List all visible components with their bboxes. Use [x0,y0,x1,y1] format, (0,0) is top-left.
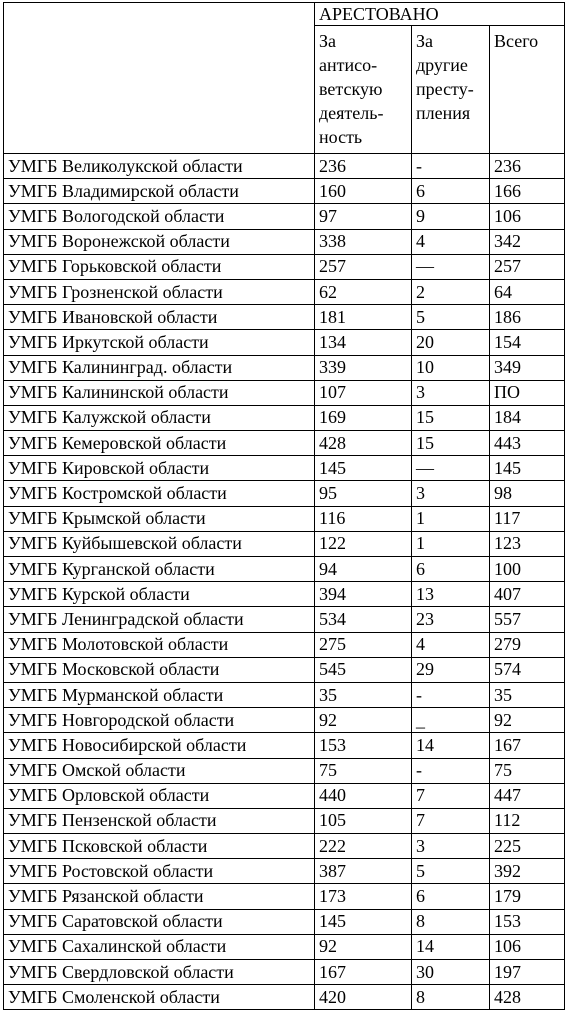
region-name-cell: УМГБ Иркутской области [4,330,315,355]
table-row [4,204,565,229]
region-name-cell: УМГБ Омской области [4,758,315,783]
region-name-cell: УМГБ Вологодской области [4,204,315,229]
anti-soviet-count-cell: 160 [315,179,412,204]
total-count-cell: 197 [490,960,565,985]
header-anti-soviet-label: За антисо- ветскую деятель- ность [319,31,384,147]
table-row [4,985,565,1010]
region-name-cell: УМГБ Горьковской области [4,254,315,279]
total-count-cell: 100 [490,557,565,582]
region-name-cell: УМГБ Грозненской области [4,279,315,304]
other-crimes-count-cell: 30 [412,960,490,985]
other-crimes-count-cell: — [412,254,490,279]
total-count-cell: 407 [490,582,565,607]
total-count-cell: 428 [490,985,565,1010]
header-group-row [4,3,565,26]
anti-soviet-count-cell: 236 [315,154,412,179]
anti-soviet-count-cell: 116 [315,506,412,531]
total-count-cell: 98 [490,481,565,506]
region-name-cell: УМГБ Костромской области [4,481,315,506]
header-total-label: Всего [494,31,539,51]
table-row [4,708,565,733]
region-name-cell: УМГБ Саратовской области [4,909,315,934]
anti-soviet-count-cell: 134 [315,330,412,355]
total-count-cell: 557 [490,607,565,632]
total-count-cell: 236 [490,154,565,179]
other-crimes-count-cell: 7 [412,783,490,808]
table-row [4,582,565,607]
total-count-cell: 75 [490,758,565,783]
region-name-cell: УМГБ Сахалинской области [4,934,315,959]
anti-soviet-count-cell: 94 [315,557,412,582]
table-row [4,254,565,279]
anti-soviet-count-cell: 92 [315,708,412,733]
other-crimes-count-cell: 4 [412,632,490,657]
table-row [4,834,565,859]
header-blank-cell [4,3,315,154]
anti-soviet-count-cell: 387 [315,859,412,884]
other-crimes-count-cell: 4 [412,229,490,254]
total-count-cell: 123 [490,531,565,556]
region-name-cell: УМГБ Кировской области [4,456,315,481]
table-row [4,657,565,682]
table-row [4,632,565,657]
table-row [4,884,565,909]
header-other-crimes [412,26,490,154]
total-count-cell: 153 [490,909,565,934]
other-crimes-count-cell: 23 [412,607,490,632]
table-row [4,506,565,531]
table-header [4,3,565,154]
anti-soviet-count-cell: 62 [315,279,412,304]
other-crimes-count-cell: 5 [412,859,490,884]
anti-soviet-count-cell: 440 [315,783,412,808]
table-row [4,909,565,934]
other-crimes-count-cell: - [412,154,490,179]
total-count-cell: 574 [490,657,565,682]
anti-soviet-count-cell: 222 [315,834,412,859]
other-crimes-count-cell: 6 [412,179,490,204]
region-name-cell: УМГБ Смоленской области [4,985,315,1010]
anti-soviet-count-cell: 122 [315,531,412,556]
table-row [4,808,565,833]
table-row [4,481,565,506]
anti-soviet-count-cell: 107 [315,380,412,405]
total-count-cell: 184 [490,405,565,430]
table-row [4,733,565,758]
other-crimes-count-cell: 14 [412,733,490,758]
total-count-cell: 342 [490,229,565,254]
region-name-cell: УМГБ Московской области [4,657,315,682]
anti-soviet-count-cell: 92 [315,934,412,959]
region-name-cell: УМГБ Новгородской области [4,708,315,733]
region-name-cell: УМГБ Ростовской области [4,859,315,884]
total-count-cell: 166 [490,179,565,204]
other-crimes-count-cell: - [412,758,490,783]
table-row [4,355,565,380]
region-name-cell: УМГБ Воронежской области [4,229,315,254]
table-row [4,607,565,632]
header-total [490,26,565,154]
header-arrested: АРЕСТОВАНО [315,3,565,26]
total-count-cell: 447 [490,783,565,808]
region-name-cell: УМГБ Новосибирской области [4,733,315,758]
anti-soviet-count-cell: 339 [315,355,412,380]
other-crimes-count-cell: 29 [412,657,490,682]
other-crimes-count-cell: 10 [412,355,490,380]
other-crimes-count-cell: 3 [412,834,490,859]
total-count-cell: 35 [490,682,565,707]
region-name-cell: УМГБ Курской области [4,582,315,607]
region-name-cell: УМГБ Рязанской области [4,884,315,909]
other-crimes-count-cell: 3 [412,481,490,506]
table-row [4,154,565,179]
other-crimes-count-cell: 14 [412,934,490,959]
total-count-cell: 392 [490,859,565,884]
other-crimes-count-cell: 7 [412,808,490,833]
table-row [4,531,565,556]
anti-soviet-count-cell: 181 [315,305,412,330]
region-name-cell: УМГБ Крымской области [4,506,315,531]
table-row [4,859,565,884]
region-name-cell: УМГБ Калужской области [4,405,315,430]
anti-soviet-count-cell: 257 [315,254,412,279]
total-count-cell: 179 [490,884,565,909]
region-name-cell: УМГБ Калининград. области [4,355,315,380]
region-name-cell: УМГБ Свердловской области [4,960,315,985]
total-count-cell: 64 [490,279,565,304]
region-name-cell: УМГБ Молотовской области [4,632,315,657]
table-body [4,154,565,1010]
other-crimes-count-cell: 5 [412,305,490,330]
total-count-cell: 154 [490,330,565,355]
region-name-cell: УМГБ Калининской области [4,380,315,405]
region-name-cell: УМГБ Псковской области [4,834,315,859]
total-count-cell: 145 [490,456,565,481]
table-row [4,758,565,783]
header-anti-soviet [315,26,412,154]
anti-soviet-count-cell: 95 [315,481,412,506]
anti-soviet-count-cell: 75 [315,758,412,783]
other-crimes-count-cell: 2 [412,279,490,304]
region-name-cell: УМГБ Мурманской области [4,682,315,707]
anti-soviet-count-cell: 167 [315,960,412,985]
table-row [4,431,565,456]
region-name-cell: УМГБ Ивановской области [4,305,315,330]
total-count-cell: 117 [490,506,565,531]
total-count-cell: 186 [490,305,565,330]
anti-soviet-count-cell: 545 [315,657,412,682]
anti-soviet-count-cell: 97 [315,204,412,229]
anti-soviet-count-cell: 338 [315,229,412,254]
other-crimes-count-cell: 1 [412,506,490,531]
anti-soviet-count-cell: 145 [315,909,412,934]
other-crimes-count-cell: _ [412,708,490,733]
anti-soviet-count-cell: 420 [315,985,412,1010]
anti-soviet-count-cell: 428 [315,431,412,456]
anti-soviet-count-cell: 153 [315,733,412,758]
other-crimes-count-cell: — [412,456,490,481]
anti-soviet-count-cell: 394 [315,582,412,607]
total-count-cell: 225 [490,834,565,859]
region-name-cell: УМГБ Куйбышевской области [4,531,315,556]
total-count-cell: 257 [490,254,565,279]
header-other-crimes-label: За другие престу- пления [416,31,474,123]
table-row [4,179,565,204]
region-name-cell: УМГБ Великолукской области [4,154,315,179]
total-count-cell: 112 [490,808,565,833]
other-crimes-count-cell: 15 [412,431,490,456]
other-crimes-count-cell: - [412,682,490,707]
region-name-cell: УМГБ Ленинградской области [4,607,315,632]
region-name-cell: УМГБ Кемеровской области [4,431,315,456]
total-count-cell: ПО [490,380,565,405]
anti-soviet-count-cell: 145 [315,456,412,481]
total-count-cell: 92 [490,708,565,733]
other-crimes-count-cell: 8 [412,909,490,934]
table-row [4,682,565,707]
other-crimes-count-cell: 3 [412,380,490,405]
table-row [4,405,565,430]
table-row [4,783,565,808]
table-row [4,229,565,254]
other-crimes-count-cell: 6 [412,884,490,909]
anti-soviet-count-cell: 35 [315,682,412,707]
other-crimes-count-cell: 8 [412,985,490,1010]
anti-soviet-count-cell: 275 [315,632,412,657]
total-count-cell: 167 [490,733,565,758]
table-row [4,279,565,304]
table-row [4,557,565,582]
region-name-cell: УМГБ Орловской области [4,783,315,808]
table-row [4,934,565,959]
other-crimes-count-cell: 20 [412,330,490,355]
total-count-cell: 349 [490,355,565,380]
total-count-cell: 443 [490,431,565,456]
anti-soviet-count-cell: 169 [315,405,412,430]
total-count-cell: 106 [490,934,565,959]
region-name-cell: УМГБ Курганской области [4,557,315,582]
other-crimes-count-cell: 15 [412,405,490,430]
anti-soviet-count-cell: 105 [315,808,412,833]
anti-soviet-count-cell: 173 [315,884,412,909]
total-count-cell: 279 [490,632,565,657]
anti-soviet-count-cell: 534 [315,607,412,632]
table-row [4,456,565,481]
region-name-cell: УМГБ Пензенской области [4,808,315,833]
other-crimes-count-cell: 13 [412,582,490,607]
total-count-cell: 106 [490,204,565,229]
region-name-cell: УМГБ Владимирской области [4,179,315,204]
table-row [4,305,565,330]
table-row [4,960,565,985]
other-crimes-count-cell: 1 [412,531,490,556]
table-row [4,330,565,355]
arrests-table [3,2,565,1010]
other-crimes-count-cell: 9 [412,204,490,229]
table-row [4,380,565,405]
other-crimes-count-cell: 6 [412,557,490,582]
